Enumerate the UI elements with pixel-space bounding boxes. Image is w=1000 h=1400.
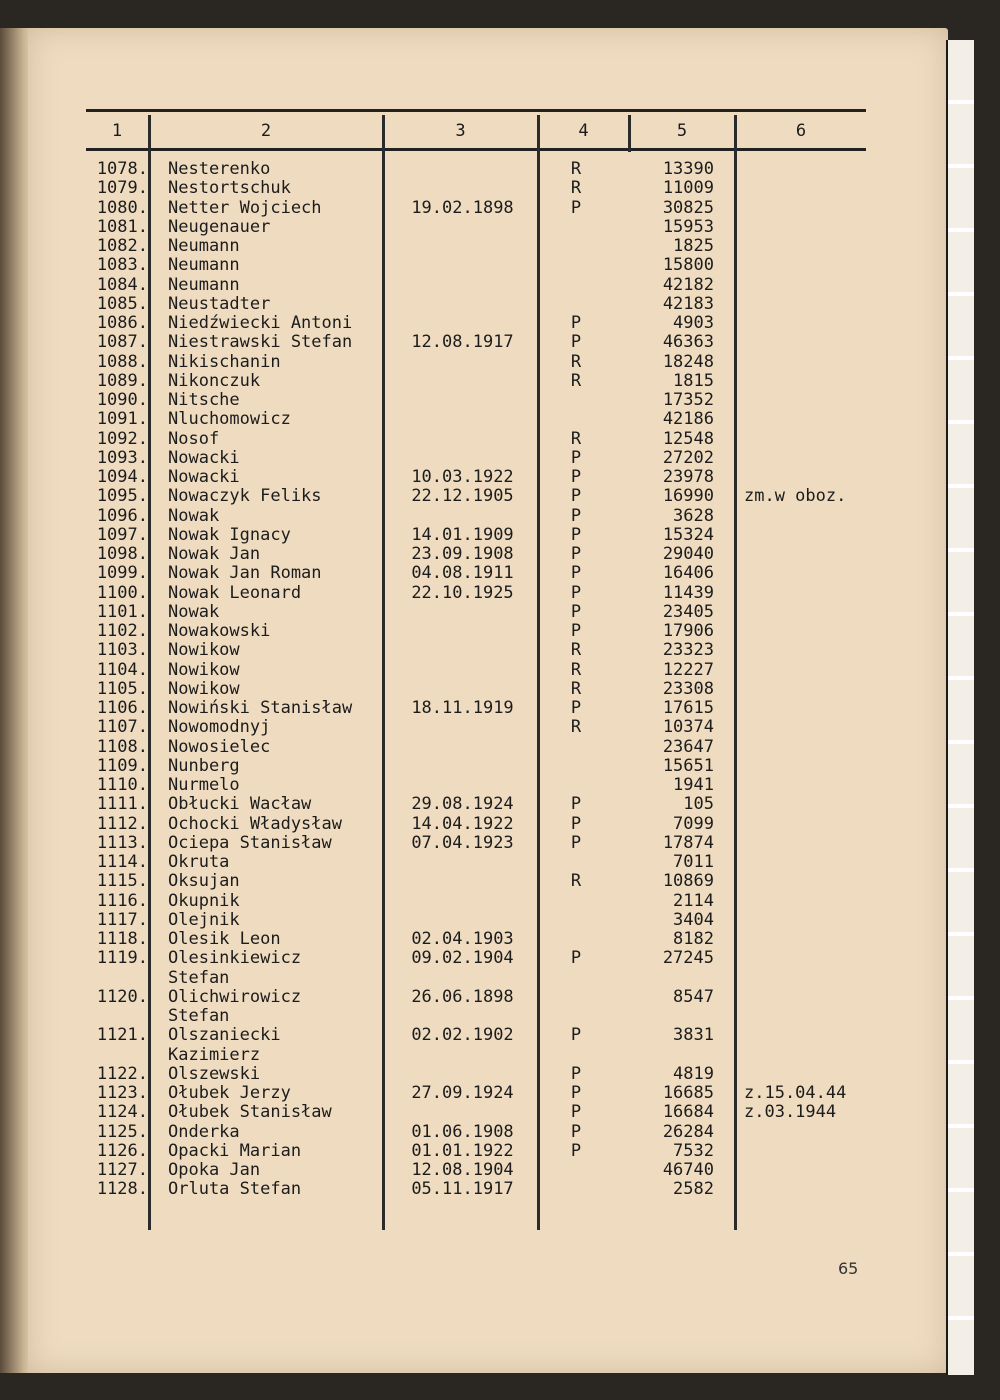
row-date: 04.08.1911 bbox=[411, 563, 514, 583]
row-camp-number: 8182 bbox=[673, 929, 714, 949]
row-number: 1126. bbox=[96, 1141, 148, 1161]
row-category: P bbox=[570, 525, 582, 545]
row-category: P bbox=[570, 698, 582, 718]
row-camp-number: 46740 bbox=[662, 1160, 714, 1180]
row-category: P bbox=[570, 1122, 582, 1142]
row-name: Nowomodnyj bbox=[168, 718, 271, 737]
row-name: Neustadter bbox=[168, 295, 271, 314]
column-header-6: 6 bbox=[795, 121, 807, 141]
row-number: 1118. bbox=[96, 929, 148, 949]
row-category: P bbox=[570, 313, 582, 333]
row-category: P bbox=[570, 506, 582, 526]
row-number: 1128. bbox=[96, 1179, 148, 1199]
row-number: 1105. bbox=[96, 679, 148, 699]
row-number: 1088. bbox=[96, 352, 148, 372]
row-date: 01.06.1908 bbox=[411, 1122, 514, 1142]
column-header-4: 4 bbox=[578, 121, 589, 141]
row-number: 1102. bbox=[96, 621, 148, 641]
row-name: Nunberg bbox=[168, 757, 240, 776]
row-name: Nluchomowicz bbox=[168, 410, 291, 429]
row-number: 1099. bbox=[96, 563, 148, 583]
row-name: Neugenauer bbox=[168, 218, 271, 237]
row-name: Nowak Leonard bbox=[168, 584, 302, 603]
row-name: Obłucki Wacław bbox=[168, 795, 312, 814]
row-name: Nowacki bbox=[168, 449, 240, 468]
row-number: 1109. bbox=[96, 756, 148, 776]
row-camp-number: 17906 bbox=[662, 621, 714, 641]
row-category: P bbox=[570, 563, 582, 583]
row-number: 1091. bbox=[96, 409, 148, 429]
row-name: Nowak bbox=[168, 603, 220, 622]
row-category: P bbox=[570, 198, 582, 218]
row-number: 1096. bbox=[96, 506, 148, 526]
row-name: Olszewski bbox=[168, 1065, 261, 1084]
row-category: R bbox=[570, 871, 582, 891]
row-camp-number: 1825 bbox=[673, 236, 714, 256]
row-date: 23.09.1908 bbox=[411, 544, 514, 564]
row-name: Okupnik bbox=[168, 892, 240, 911]
page-edge bbox=[946, 40, 974, 1375]
row-number: 1113. bbox=[96, 833, 148, 853]
row-note: zm.w oboz. bbox=[744, 486, 847, 506]
row-name: Nikischanin bbox=[168, 353, 281, 372]
row-name: Nosof bbox=[168, 430, 220, 449]
row-name: Okruta bbox=[168, 853, 230, 872]
row-camp-number: 23308 bbox=[662, 679, 714, 699]
row-camp-number: 3831 bbox=[673, 1025, 714, 1045]
row-category: R bbox=[570, 371, 582, 391]
row-camp-number: 23323 bbox=[662, 640, 714, 660]
row-number: 1095. bbox=[96, 486, 148, 506]
row-name: Niestrawski Stefan bbox=[168, 333, 353, 352]
row-camp-number: 2114 bbox=[673, 891, 714, 911]
row-name: Opacki Marian bbox=[168, 1142, 302, 1161]
row-category: P bbox=[570, 602, 582, 622]
row-date: 05.11.1917 bbox=[411, 1179, 514, 1199]
row-name: Nowacki bbox=[168, 468, 240, 487]
row-number: 1125. bbox=[96, 1122, 148, 1142]
row-camp-number: 4819 bbox=[673, 1064, 714, 1084]
column-header-3: 3 bbox=[455, 121, 466, 141]
table-header-rule bbox=[86, 148, 866, 151]
row-number: 1119. bbox=[96, 948, 148, 968]
row-name: Stefan bbox=[168, 1007, 230, 1026]
row-name: Stefan bbox=[168, 969, 230, 988]
table-top-rule bbox=[86, 109, 866, 112]
row-camp-number: 13390 bbox=[662, 159, 714, 179]
row-number: 1080. bbox=[96, 198, 148, 218]
row-category: P bbox=[570, 814, 582, 834]
row-number: 1100. bbox=[96, 583, 148, 603]
row-camp-number: 29040 bbox=[662, 544, 714, 564]
row-camp-number: 42186 bbox=[662, 409, 714, 429]
row-name: Nowakowski bbox=[168, 622, 271, 641]
row-date: 26.06.1898 bbox=[411, 987, 514, 1007]
row-camp-number: 15953 bbox=[662, 217, 714, 237]
row-name: Nurmelo bbox=[168, 776, 240, 795]
row-camp-number: 17874 bbox=[662, 833, 714, 853]
row-name: Nesterenko bbox=[168, 160, 271, 179]
row-date: 12.08.1917 bbox=[411, 332, 514, 352]
row-number: 1084. bbox=[96, 275, 148, 295]
row-note: z.15.04.44 bbox=[744, 1083, 847, 1103]
column-divider-1 bbox=[148, 115, 151, 1230]
row-number: 1078. bbox=[96, 159, 148, 179]
row-category: P bbox=[570, 486, 582, 506]
row-camp-number: 16406 bbox=[662, 563, 714, 583]
row-name: Niedźwiecki Antoni bbox=[168, 314, 353, 333]
row-name: Kazimierz bbox=[168, 1046, 261, 1065]
row-camp-number: 7532 bbox=[673, 1141, 714, 1161]
row-category: P bbox=[570, 1102, 582, 1122]
row-camp-number: 8547 bbox=[673, 987, 714, 1007]
row-category: R bbox=[570, 679, 582, 699]
row-date: 14.04.1922 bbox=[411, 814, 514, 834]
row-category: R bbox=[570, 660, 582, 680]
row-number: 1093. bbox=[96, 448, 148, 468]
row-name: Nestortschuk bbox=[168, 179, 291, 198]
row-camp-number: 18248 bbox=[662, 352, 714, 372]
row-name: Nowak bbox=[168, 507, 220, 526]
row-camp-number: 7011 bbox=[673, 852, 714, 872]
row-name: Olesik Leon bbox=[168, 930, 281, 949]
row-name: Olejnik bbox=[168, 911, 240, 930]
row-camp-number: 17615 bbox=[662, 698, 714, 718]
page-number: 65 bbox=[838, 1259, 859, 1278]
row-camp-number: 42183 bbox=[662, 294, 714, 314]
row-camp-number: 30825 bbox=[662, 198, 714, 218]
row-camp-number: 12227 bbox=[662, 660, 714, 680]
row-name: Oksujan bbox=[168, 872, 240, 891]
row-camp-number: 12548 bbox=[662, 429, 714, 449]
row-camp-number: 46363 bbox=[662, 332, 714, 352]
row-name: Neumann bbox=[168, 256, 240, 275]
row-number: 1089. bbox=[96, 371, 148, 391]
row-date: 12.08.1904 bbox=[411, 1160, 514, 1180]
row-name: Nowikow bbox=[168, 641, 240, 660]
row-number: 1104. bbox=[96, 660, 148, 680]
row-camp-number: 3404 bbox=[673, 910, 714, 930]
row-name: Onderka bbox=[168, 1123, 240, 1142]
row-date: 29.08.1924 bbox=[411, 794, 514, 814]
row-note: z.03.1944 bbox=[744, 1102, 837, 1122]
row-number: 1114. bbox=[96, 852, 148, 872]
row-camp-number: 23978 bbox=[662, 467, 714, 487]
row-camp-number: 15324 bbox=[662, 525, 714, 545]
row-name: Nowak Ignacy bbox=[168, 526, 291, 545]
row-number: 1115. bbox=[96, 871, 148, 891]
row-name: Nowikow bbox=[168, 680, 240, 699]
row-camp-number: 26284 bbox=[662, 1122, 714, 1142]
row-number: 1127. bbox=[96, 1160, 148, 1180]
row-name: Nikonczuk bbox=[168, 372, 261, 391]
row-camp-number: 27245 bbox=[662, 948, 714, 968]
row-camp-number: 16685 bbox=[662, 1083, 714, 1103]
row-category: R bbox=[570, 429, 582, 449]
row-category: P bbox=[570, 544, 582, 564]
row-category: P bbox=[570, 467, 582, 487]
row-name: Ochocki Władysław bbox=[168, 815, 342, 834]
row-number: 1106. bbox=[96, 698, 148, 718]
row-number: 1092. bbox=[96, 429, 148, 449]
row-number: 1079. bbox=[96, 178, 148, 198]
row-date: 27.09.1924 bbox=[411, 1083, 514, 1103]
row-category: P bbox=[570, 1064, 582, 1084]
row-camp-number: 10374 bbox=[662, 717, 714, 737]
column-header-1: 1 bbox=[111, 121, 123, 141]
row-name: Nowikow bbox=[168, 661, 240, 680]
row-number: 1094. bbox=[96, 467, 148, 487]
row-name: Neumann bbox=[168, 237, 240, 256]
row-name: Nowiński Stanisław bbox=[168, 699, 353, 718]
row-camp-number: 105 bbox=[683, 794, 714, 814]
row-category: R bbox=[570, 640, 582, 660]
row-name: Orluta Stefan bbox=[168, 1180, 302, 1199]
row-number: 1085. bbox=[96, 294, 148, 314]
row-camp-number: 2582 bbox=[673, 1179, 714, 1199]
row-category: P bbox=[570, 583, 582, 603]
row-number: 1124. bbox=[96, 1102, 148, 1122]
row-category: P bbox=[570, 1083, 582, 1103]
row-category: R bbox=[570, 352, 582, 372]
row-category: P bbox=[570, 948, 582, 968]
row-number: 1083. bbox=[96, 255, 148, 275]
row-category: P bbox=[570, 794, 582, 814]
row-name: Nowak Jan bbox=[168, 545, 261, 564]
row-name: Netter Wojciech bbox=[168, 199, 322, 218]
row-date: 10.03.1922 bbox=[411, 467, 514, 487]
row-category: P bbox=[570, 332, 582, 352]
column-header-2: 2 bbox=[260, 121, 272, 141]
row-name: Nowak Jan Roman bbox=[168, 564, 322, 583]
row-camp-number: 4903 bbox=[673, 313, 714, 333]
row-category: R bbox=[570, 159, 582, 179]
row-number: 1110. bbox=[96, 775, 148, 795]
row-camp-number: 42182 bbox=[662, 275, 714, 295]
row-date: 22.12.1905 bbox=[411, 486, 514, 506]
row-number: 1121. bbox=[96, 1025, 148, 1045]
row-camp-number: 11439 bbox=[662, 583, 714, 603]
row-date: 07.04.1923 bbox=[411, 833, 514, 853]
row-camp-number: 1941 bbox=[673, 775, 714, 795]
row-name: Ołubek Stanisław bbox=[168, 1103, 332, 1122]
column-divider-3 bbox=[537, 115, 540, 1230]
row-category: P bbox=[570, 1025, 582, 1045]
row-name: Olichwirowicz bbox=[168, 988, 302, 1007]
row-category: P bbox=[570, 1141, 582, 1161]
row-name: Opoka Jan bbox=[168, 1161, 261, 1180]
row-camp-number: 1815 bbox=[673, 371, 714, 391]
row-camp-number: 23405 bbox=[662, 602, 714, 622]
row-number: 1086. bbox=[96, 313, 148, 333]
row-category: P bbox=[570, 448, 582, 468]
row-date: 01.01.1922 bbox=[411, 1141, 514, 1161]
row-name: Nowaczyk Feliks bbox=[168, 487, 322, 506]
row-date: 02.02.1902 bbox=[411, 1025, 514, 1045]
row-number: 1097. bbox=[96, 525, 148, 545]
row-number: 1082. bbox=[96, 236, 148, 256]
row-camp-number: 16684 bbox=[662, 1102, 714, 1122]
row-number: 1120. bbox=[96, 987, 148, 1007]
row-camp-number: 16990 bbox=[662, 486, 714, 506]
row-date: 02.04.1903 bbox=[411, 929, 514, 949]
row-number: 1090. bbox=[96, 390, 148, 410]
row-number: 1087. bbox=[96, 332, 148, 352]
row-number: 1081. bbox=[96, 217, 148, 237]
row-name: Neumann bbox=[168, 276, 240, 295]
row-date: 19.02.1898 bbox=[411, 198, 514, 218]
row-date: 14.01.1909 bbox=[411, 525, 514, 545]
row-number: 1116. bbox=[96, 891, 148, 911]
row-camp-number: 23647 bbox=[662, 737, 714, 757]
row-category: P bbox=[570, 833, 582, 853]
row-number: 1123. bbox=[96, 1083, 148, 1103]
row-date: 18.11.1919 bbox=[411, 698, 514, 718]
row-number: 1107. bbox=[96, 717, 148, 737]
row-name: Ociepa Stanisław bbox=[168, 834, 332, 853]
row-camp-number: 27202 bbox=[662, 448, 714, 468]
row-camp-number: 3628 bbox=[673, 506, 714, 526]
row-name: Nitsche bbox=[168, 391, 240, 410]
row-name: Nowosielec bbox=[168, 738, 271, 757]
column-header-5: 5 bbox=[676, 121, 688, 141]
row-camp-number: 15651 bbox=[662, 756, 714, 776]
row-number: 1117. bbox=[96, 910, 148, 930]
row-camp-number: 10869 bbox=[662, 871, 714, 891]
row-number: 1122. bbox=[96, 1064, 148, 1084]
row-number: 1108. bbox=[96, 737, 148, 757]
row-number: 1112. bbox=[96, 814, 148, 834]
row-date: 22.10.1925 bbox=[411, 583, 514, 603]
row-camp-number: 17352 bbox=[662, 390, 714, 410]
row-category: R bbox=[570, 178, 582, 198]
row-number: 1098. bbox=[96, 544, 148, 564]
row-category: P bbox=[570, 621, 582, 641]
row-number: 1103. bbox=[96, 640, 148, 660]
row-name: Olszaniecki bbox=[168, 1026, 281, 1045]
row-number: 1111. bbox=[96, 794, 148, 814]
row-name: Ołubek Jerzy bbox=[168, 1084, 291, 1103]
row-name: Olesinkiewicz bbox=[168, 949, 302, 968]
row-number: 1101. bbox=[96, 602, 148, 622]
column-divider-5 bbox=[734, 115, 737, 1230]
row-camp-number: 11009 bbox=[662, 178, 714, 198]
row-date: 09.02.1904 bbox=[411, 948, 514, 968]
row-camp-number: 7099 bbox=[673, 814, 714, 834]
row-category: R bbox=[570, 717, 582, 737]
row-camp-number: 15800 bbox=[662, 255, 714, 275]
